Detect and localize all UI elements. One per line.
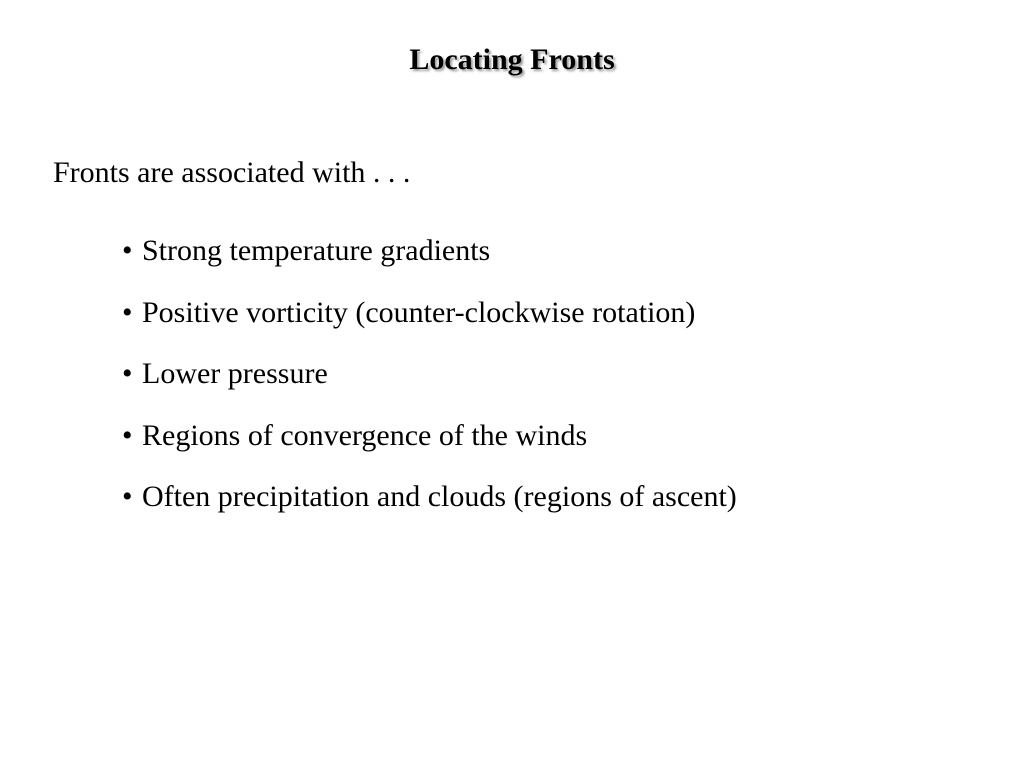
intro-text: Fronts are associated with . . . bbox=[53, 156, 411, 189]
bullet-icon: • bbox=[122, 234, 133, 267]
list-item bbox=[122, 416, 737, 456]
bullet-icon: • bbox=[122, 480, 133, 513]
list-item bbox=[122, 293, 737, 333]
bullet-text: Strong temperature gradients bbox=[142, 234, 491, 267]
bullet-text: Positive vorticity (counter-clockwise rotation) bbox=[142, 295, 696, 329]
bullet-icon: • bbox=[122, 295, 133, 329]
slide-title: Locating Fronts bbox=[409, 43, 615, 76]
bullet-icon: • bbox=[122, 357, 133, 390]
list-item bbox=[122, 354, 737, 394]
list-item bbox=[122, 231, 737, 271]
bullet-icon: • bbox=[122, 418, 133, 452]
list-item bbox=[122, 477, 737, 517]
bullet-text: Often precipitation and clouds (regions of ascent) bbox=[142, 480, 737, 513]
bullet-text: Regions of convergence of the winds bbox=[142, 418, 588, 452]
bullet-list bbox=[122, 231, 737, 539]
bullet-text: Lower pressure bbox=[142, 357, 328, 390]
